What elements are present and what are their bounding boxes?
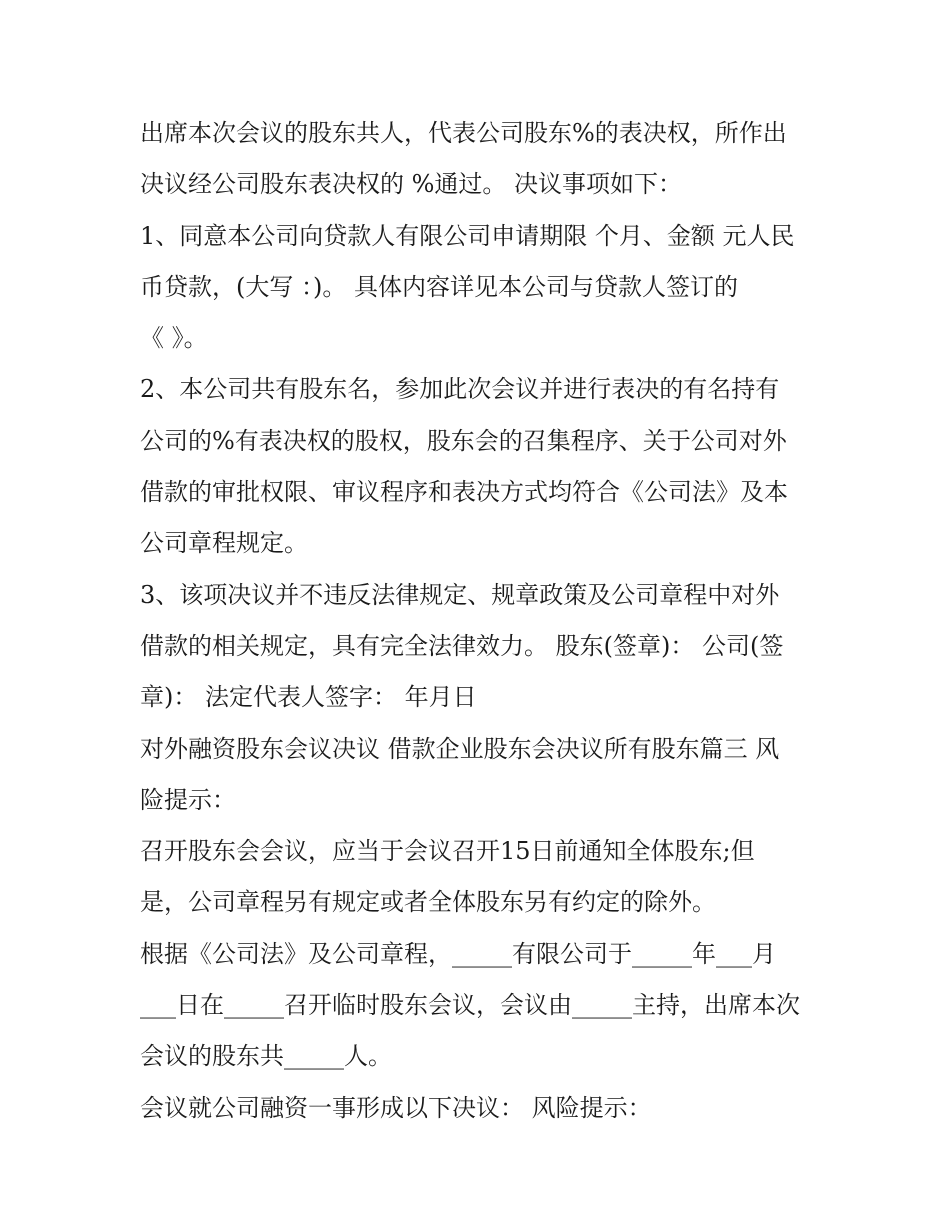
text-line: 2、本公司共有股东名，参加此次会议并进行表决的有名持有 — [140, 375, 780, 404]
text-line: 会议就公司融资一事形成以下决议： 风险提示： — [140, 1093, 652, 1122]
text-line: ___日在_____召开临时股东会议，会议由_____主持，出席本次 — [140, 991, 800, 1020]
text-line: 《 》。 — [140, 324, 208, 353]
text-line: 会议的股东共_____人。 — [140, 1042, 392, 1071]
text-line: 出席本次会议的股东共人，代表公司股东%的表决权，所作出 — [140, 119, 787, 147]
text-line: 章)： 法定代表人签字： 年月日 — [140, 683, 477, 712]
text-line: 公司章程规定。 — [140, 529, 308, 558]
text-line: 借款的相关规定，具有完全法律效力。 股东(签章)： 公司(签 — [140, 631, 784, 660]
text-line: 根据《公司法》及公司章程，_____有限公司于_____年___月 — [140, 939, 776, 968]
text-line: 3、该项决议并不违反法律规定、规章政策及公司章程中对外 — [140, 580, 780, 609]
text-line: 公司的%有表决权的股权，股东会的召集程序、关于公司对外 — [140, 426, 787, 455]
text-line: 决议经公司股东表决权的 %通过。 决议事项如下： — [140, 170, 683, 199]
text-line: 币贷款，(大写 ：)。 具体内容详见本公司与贷款人签订的 — [140, 272, 738, 301]
text-line: 险提示： — [140, 785, 236, 814]
text-line: 对外融资股东会议决议 借款企业股东会决议所有股东篇三 风 — [140, 734, 780, 763]
text-line: 是，公司章程另有规定或者全体股东另有约定的除外。 — [140, 888, 716, 917]
text-line: 召开股东会会议，应当于会议召开15日前通知全体股东;但 — [140, 837, 755, 866]
text-line: 1、同意本公司向贷款人有限公司申请期限 个月、金额 元人民 — [140, 221, 795, 250]
text-line: 借款的审批权限、审议程序和表决方式均符合《公司法》及本 — [140, 478, 788, 507]
document-body — [140, 108, 820, 1134]
